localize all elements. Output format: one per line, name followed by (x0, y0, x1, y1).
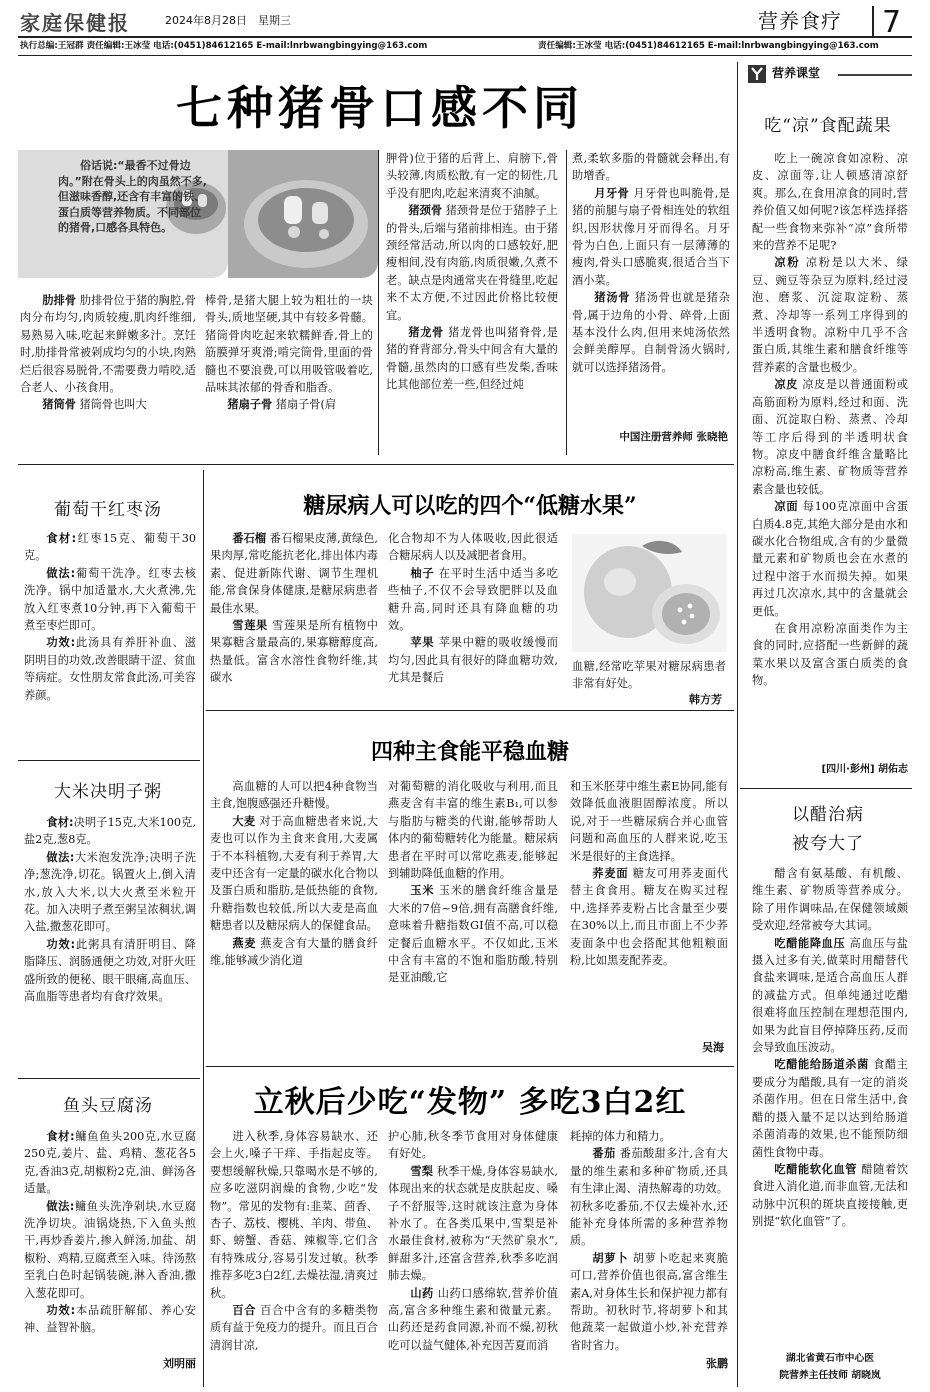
nutrition-class-tag: 营养课堂 (748, 64, 912, 84)
fish-ingredients: 食材:鳙鱼鱼头200克,水豆腐250克,姜片、盐、鸡精、葱花各5克,香油3克,胡椒粉2克,油、鲜汤各适量。 (24, 1130, 196, 1196)
corn-para: 玉米 玉米的膳食纤维含量是大米的7倍~9倍,拥有高膳食纤维,意味着升糖指数GI值不高,可以稳定餐后血糖水平。不仅如此,玉米中含有丰富的不饱和脂肪酸,特别是亚油酸,它 (388, 884, 558, 985)
autumn-column-1: 进入秋季,身体容易缺水、还会上火,嗓子干痒、手指起皮等。要想缓解秋燥,只靠喝水是不够的,应多吃滋阴润燥的食物,少吃“发物”。常见的发物有:韭菜、茴香、杏子、荔枝、樱桃、羊肉、带鱼、虾、螃蟹、香菇、辣椒等,它们含有特殊成分,容易引发过敏。秋季推荐多吃3白2红,去燥祛湿,清爽过秋。 百合 百合中含有的多糖类物质有益于免疫力的提升。而且百合清润甘凉, (210, 1128, 378, 1354)
pork-author: 中国注册营养师 张晓艳 (619, 431, 728, 443)
grape-ingredients: 食材:红枣15克、葡萄干30克。 (24, 532, 196, 563)
porridge-method: 做法:大米泡发洗净;决明子洗净;葱洗净,切花。锅置火上,倒入清水,放入大米,以大火煮至米粒开花。加入决明子煮至粥呈浓稠状,调入盐,撒葱花即可。 (24, 850, 196, 934)
issue-weekday: 星期三 (258, 14, 291, 27)
pork-neck-para: 猪颈骨 猪颈骨是位于猪脖子上的骨头,后端与猪前排相连。由于猪颈经常活动,所以肉的口感较好,肥瘦相间,没有肉筋,肉质很嫩,久煮不老。缺点是肉通常夹在骨缝里,吃起来不太方便,不过因此价格比较便宜。 (386, 204, 558, 322)
pork-column-2: 棒骨,是猪大腿上较为粗壮的一块骨头,质地坚硬,其中有较多骨髓。猪筒骨肉吃起来软糯鲜香,骨上的筋膜弹牙爽滑;啃完筒骨,里面的骨髓也不要浪费,可以用吸管吸着吃,品味其浓郁的骨香和脂香。 猪扇子骨 猪扇子骨(肩 (205, 292, 373, 414)
pomelo-para: 柚子 在平时生活中适当多吃些柚子,不仅不会导致肥胖以及血糖升高,同时还具有降血糖的功效。 (388, 566, 558, 633)
pork-column-1 (20, 292, 196, 414)
fruit-column-1 (210, 530, 378, 687)
bone-soup-icon (228, 150, 378, 278)
nutrition-class-author: [四川·彭州] 胡佑志 (821, 764, 908, 775)
fish-effect: 功效:本品疏肝解郁、养心安神、益智补脑。 (24, 1304, 196, 1335)
pork-intro-box (18, 150, 228, 278)
guava-photo (572, 534, 726, 652)
guava-icon (572, 534, 726, 652)
grape-soup-title: 葡萄干红枣汤 (54, 500, 162, 520)
pork-intro-text: 俗话说:“最香不过骨边肉。”附在骨头上的肉虽然不多,但滋味香醇,还含有丰富的铁、蛋白质等营养物质。不同部位的猪骨,口感各具特色。 (58, 159, 207, 234)
yacon-para: 雪莲果 雪莲果是所有植物中果寡糖含量最高的,果寡糖醇度高,热量低。富含水溶性食物纤维,其碳水 (210, 619, 378, 685)
bone-soup-photo (228, 150, 378, 278)
grape-method: 做法:葡萄干洗净。红枣去核洗净。锅中加适量水,大火煮沸,先放入红枣煮10分钟,再下入葡萄干煮至枣烂即可。 (24, 566, 196, 633)
y-logo-icon (748, 65, 766, 83)
autumn-author: 张鹏 (706, 1357, 728, 1370)
autumn-headline: 立秋后少吃“发物” 多吃3白2红 (253, 1085, 687, 1120)
pork-column-3: 胛骨)位于猪的后背上、肩膀下,骨头较薄,肉质松散,有一定的韧性,几乎没有肥肉,吃起来清爽不油腻。 猪颈骨 猪颈骨是位于猪脖子上的骨头,后端与猪前排相连。由于猪颈经常活动,所以肉的口感较好,肥瘦相间,没有肉筋,肉质很嫩,久煮不老。缺点是肉通常夹在骨缝里,吃起来不太方便,不过因此价格比较便宜。 猪龙骨 猪龙骨也叫猪脊骨,是猪的脊背部分,骨头中间含有大量的骨髓,虽然肉的口感有些发柴,香味比其他部位差一些,但经过炖 (386, 150, 558, 394)
fruit-author: 韩方芳 (689, 693, 722, 706)
porridge-ingredients: 食材:决明子15克,大米100克,盐2克,葱8克。 (24, 816, 196, 847)
fruit-column-3: 血糖,经常吃苹果对糖尿病患者非常有好处。 (572, 660, 726, 691)
pork-shank-para: 猪筒骨 猪筒骨也叫大 (42, 398, 147, 412)
vinegar-author-1: 湖北省黄石市中心医 (785, 1353, 875, 1364)
staff-info-left: 执行总编:王冠群 责任编辑:王冰莹 电话:(0451)84612165 E-mail:lnrbwangbingying@163.com (20, 41, 428, 51)
porridge-title: 大米决明子粥 (54, 782, 162, 802)
staple-column-2: 对葡萄糖的消化吸收与利用,而且燕麦含有丰富的维生素B₁,可以参与脂肪与糖类的代谢,能够帮助人体内的葡萄糖转化为能量。糖尿病患者在平时可以常吃燕麦,能够起到辅助降低血糖的作用。 玉米 玉米的膳食纤维含量是大米的7倍~9倍,拥有高膳食纤维,意味着升糖指数GI值不高,可以稳定餐后血糖水平。不仅如此,玉米中含有丰富的不饱和脂肪酸,特别是亚油酸,它 (388, 778, 558, 987)
staple-column-1: 高血糖的人可以把4种食物当主食,饱腹感强还升糖慢。 大麦 对于高血糖患者来说,大麦也可以作为主食来食用,大麦属于不本科植物,大麦有利于养胃,大麦中还含有一定量的碳水化合物以及蛋白质和脂肪,是低热能的食物,升糖指数也较低,所以大麦是高血糖患者以及糖尿病人的保健食品。 燕麦 燕麦含有大量的膳食纤维,能够减少消化道 (210, 778, 378, 969)
carrot-para: 胡萝卜 胡萝卜吃起来爽脆可口,营养价值也很高,富含维生素A,对身体生长和保护视力都有帮助。初秋时节,将胡萝卜和其他蔬菜一起做道小炒,补充营养省时省力。 (570, 1251, 728, 1352)
tomato-para: 番茄 番茄酸甜多汁,含有大量的维生素和多种矿物质,还具有生津止渴、清热解毒的功效。初秋多吃番茄,不仅去燥补水,还能补充身体所需的多种营养物质。 (570, 1147, 728, 1248)
vinegar-gut-para: 吃醋能给肠道杀菌 食醋主要成分为醋酸,具有一定的消炎杀菌作用。但在日常生活中,食醋的摄入量不足以达到给肠道杀菌消毒的效果,也不能预防细菌性食物中毒。 (752, 1058, 908, 1159)
issue-date: 2024年8月28日 (165, 14, 247, 27)
lily-para: 百合 百合中含有的多糖类物质有益于免疫力的提升。而且百合清润甘凉, (210, 1304, 378, 1352)
fish-soup-title: 鱼头豆腐汤 (63, 1096, 153, 1116)
porridge-body (24, 814, 196, 1005)
grape-soup-body (24, 530, 196, 704)
barley-para: 大麦 对于高血糖患者来说,大麦也可以作为主食来食用,大麦属于不本科植物,大麦有利于养胃,大麦中还含有一定量的碳水化合物以及蛋白质和脂肪,是低热能的食物,升糖指数也较低,所以大麦是高血糖患者以及糖尿病人的保健食品。 (210, 814, 378, 933)
fish-soup-body (24, 1128, 196, 1337)
vinegar-body: 醋含有氨基酸、有机酸、维生素、矿物质等营养成分。除了用作调味品,在保健领域颇受欢迎,经常被夸大其词。 吃醋能降血压 高血压与盐摄入过多有关,做菜时用醋替代食盐来调味,是适合高血压人群的减盐方式。但单纯通过吃醋很难将血压控制在理想范围内,如果为此盲目停掉降压药,反而会导致血压波动。 吃醋能给肠道杀菌 食醋主要成分为醋酸,具有一定的消炎杀菌作用。但在日常生活中,食醋的摄入量不足以达到给肠道杀菌消毒的效果,也不能预防细菌性食物中毒。 吃醋能软化血管 醋随着饮食进入消化道,而非血管,无法和动脉中沉积的斑块直接接触,更别提“软化血管”了。 (752, 865, 908, 1231)
fruit-column-2: 化合物却不为人体吸收,因此很适合糖尿病人以及减肥者食用。 柚子 在平时生活中适当多吃些柚子,不仅不会导致肥胖以及血糖升高,同时还具有降血糖的功效。 苹果 苹果中糖的吸收缓慢而均匀,因此具有很好的降血糖功效,尤其是餐后 (388, 530, 558, 687)
autumn-column-3: 耗掉的体力和精力。 番茄 番茄酸甜多汁,含有大量的维生素和多种矿物质,还具有生津止渴、清热解毒的功效。初秋多吃番茄,不仅去燥补水,还能补充身体所需的多种营养物质。 胡萝卜 胡萝卜吃起来爽脆可口,营养价值也很高,富含维生素A,对身体生长和保护视力都有帮助。初秋时节,将胡萝卜和其他蔬菜一起做道小炒,补充营养省时省力。 (570, 1128, 728, 1354)
staff-info-right: 责任编辑:王冰莹 电话:(0451)84612165 E-mail:lnrbwangbingying@163.com (538, 41, 879, 51)
yam-para: 山药 山药口感绵软,营养价值高,富含多种维生素和微量元素。山药还是药食同源,补而不燥,初秋吃可以益气健体,补充因苦夏而消 (388, 1286, 558, 1352)
pork-rib-para: 肋排骨 肋排骨位于猪的胸腔,骨肉分布均匀,肉质较瘦,肌肉纤维细,易熟易入味,吃起来鲜嫩多汁。烹饪时,肋排骨常被剁成均匀的小块,肉熟烂后很容易脱骨,不需要费力啃咬,适合老人、小孩食用。 (20, 294, 196, 395)
nutrition-class-title: 吃“凉”食配蔬果 (764, 116, 892, 136)
liangpi-para: 凉皮 凉皮是以普通面粉或高筋面粉为原料,经过和面、洗面、沉淀取白粉、蒸煮、冷却等工序后得到的半透明状食物。凉皮中膳食纤维含量略比凉粉高,维生素、矿物质等营养素含量也较低。 (752, 378, 908, 496)
vinegar-bp-para: 吃醋能降血压 高血压与盐摄入过多有关,做菜时用醋替代食盐来调味,是适合高血压人群的减盐方式。但单纯通过吃醋很难将血压控制在理想范围内,如果为此盲目停掉降压药,反而会导致血压波动。 (752, 936, 908, 1055)
pork-spine-para: 猪龙骨 猪龙骨也叫猪脊骨,是猪的脊背部分,骨头中间含有大量的骨髓,虽然肉的口感有些发柴,香味比其他部位差一些,但经过炖 (386, 326, 558, 392)
section-name: 营养食疗 (758, 9, 842, 33)
apple-para: 苹果 苹果中糖的吸收缓慢而均匀,因此具有很好的降血糖功效,尤其是餐后 (388, 636, 558, 685)
staple-author: 吴海 (702, 1041, 724, 1054)
porridge-effect: 功效:此粥具有清肝明目、降脂降压、润肠通便之功效,对肝火旺盛所致的便秘、眼干眼痛,高血压、高血脂等患者均有食疗效果。 (24, 937, 196, 1004)
liangfen-para: 凉粉 凉粉是以大米、绿豆、豌豆等杂豆为原料,经过浸泡、磨浆、沉淀取淀粉、蒸煮、冷却等一系列工序得到的半透明食物。凉粉中几乎不含蛋白质,其维生素和膳食纤维等营养素的含量也极少。 (752, 256, 908, 374)
vinegar-title-1: 以醋治病 (792, 805, 864, 825)
buckwheat-para: 荞麦面 糖友可用荞麦面代替主食食用。糖友在购买过程中,选择荞麦粉占比含量至少要在30%以上,而且市面上不少荞麦面条中也会搭配其他粗粮面粉,比如黑麦配荞麦。 (570, 867, 728, 968)
pork-crescent-para: 月牙骨 月牙骨也叫脆骨,是猪的前腿与扇子骨相连处的软组织,因形状像月牙而得名。月牙骨为白色,上面只有一层薄薄的瘦肉,骨头口感脆爽,很适合当下酒小菜。 (572, 186, 730, 287)
liangmian-para: 凉面 每100克凉面中含蛋白质4.8克,其绝大部分是由水和碳水化合物组成,含有的少量微量元素和矿物质也会在水煮的过程中溶于水而损失掉。如果再过几次凉水,其中的含量就会更低。 (752, 500, 908, 618)
vinegar-author-2: 院营养主任技师 胡晓岚 (779, 1370, 881, 1381)
pork-soup-bone-para: 猪汤骨 猪汤骨也就是猪杂骨,属于边角的小骨、碎骨,上面基本没什么肉,但用来炖汤依然会鲜美醇厚。自制骨汤火锅时,就可以选择猪汤骨。 (572, 291, 730, 374)
grape-effect: 功效:此汤具有养肝补血、滋阴明目的功效,改善眼睛干涩、贫血等病症。女性朋友常食此汤,可美容养颜。 (24, 636, 196, 702)
pork-column-4: 煮,柔软多脂的骨髓就会释出,有助增香。 月牙骨 月牙骨也叫脆骨,是猪的前腿与扇子骨相连处的软组织,因形状像月牙而得名。月牙骨为白色,上面只有一层薄薄的瘦肉,骨头口感脆爽,很适合当下酒小菜。 猪汤骨 猪汤骨也就是猪杂骨,属于边角的小骨、碎骨,上面基本没什么肉,但用来炖汤依然会鲜美醇厚。自制骨汤火锅时,就可以选择猪汤骨。 (572, 150, 730, 376)
vinegar-vessel-para: 吃醋能软化血管 醋随着饮食进入消化道,而非血管,无法和动脉中沉积的斑块直接接触,更别提“软化血管”了。 (752, 1162, 908, 1229)
guava-para: 番石榴 番石榴果皮薄,黄绿色,果肉厚,常吃能抗老化,排出体内毒素、促进新陈代谢、调节生理机能,常食保身体健康,是糖尿病患者最佳水果。 (210, 532, 378, 615)
nutrition-class-body: 吃上一碗凉食如凉粉、凉皮、凉面等,让人顿感清凉舒爽。那么,在食用凉食的同时,营养价值又如何呢?该怎样选择搭配一些食物来弥补“凉”食所带来的营养不足呢? 凉粉 凉粉是以大米、绿豆、豌豆等杂豆为原料,经过浸泡、磨浆、沉淀取淀粉、蒸煮、冷却等一系列工序得到的半透明食物。凉粉中几乎不含蛋白质,其维生素和膳食纤维等营养素的含量也极少。 凉皮 凉皮是以普通面粉或高筋面粉为原料,经过和面、洗面、沉淀取白粉、蒸煮、冷却等工序后得到的半透明状食物。凉皮中膳食纤维含量略比凉粉高,维生素、矿物质等营养素含量也较低。 凉面 每100克凉面中含蛋白质4.8克,其绝大部分是由水和碳水化合物组成,含有的少量微量元素和矿物质也会在水煮的过程中溶于水而损失掉。如果再过几次凉水,其中的含量就会更低。 在食用凉粉凉面类作为主食的同时,应搭配一些新鲜的蔬菜水果以及富含蛋白质类的食物。 (752, 152, 908, 688)
pork-headline: 七种猪骨口感不同 (176, 81, 584, 135)
staple-headline: 四种主食能平稳血糖 (370, 739, 569, 765)
pork-shoulder-para: 猪扇子骨 猪扇子骨(肩 (227, 398, 337, 412)
fruit-headline: 糖尿病人可以吃的四个“低糖水果” (303, 493, 637, 519)
oat-para: 燕麦 燕麦含有大量的膳食纤维,能够减少消化道 (210, 936, 378, 968)
staple-column-3: 和玉米胚芽中维生素E协同,能有效降低血液胆固醇浓度。所以说,对于一些糖尿病合并心血管问题和高血压的人群来说,吃玉米是很好的主食选择。 荞麦面 糖友可用荞麦面代替主食食用。糖友在购买过程中,选择荞麦粉占比含量至少要在30%以上,而且市面上不少荞麦面条中也会搭配其他粗粮面粉,比如黑麦配荞麦。 (570, 778, 728, 969)
fish-method: 做法:鳙鱼头洗净剁块,水豆腐洗净切块。油锅烧热,下入鱼头煎干,再炒香姜片,掺入鲜汤,加盐、胡椒粉、鸡精,豆腐煮至入味。待汤熬至乳白色时起锅装碗,淋入香油,撒入葱花即可。 (24, 1199, 196, 1300)
fish-soup-author: 刘明丽 (163, 1357, 196, 1370)
page-number: 7 (882, 5, 902, 40)
pear-para: 雪梨 秋季干燥,身体容易缺水,体现出来的状态就是皮肤起皮、嗓子不舒服等,这时就该注意为身体补水了。在各类瓜果中,雪梨是补水最佳食材,被称为“天然矿泉水”,鲜甜多汁,还富含营养,秋季多吃润肺去燥。 (388, 1164, 558, 1283)
autumn-column-2: 护心肺,秋冬季节食用对身体健康有好处。 雪梨 秋季干燥,身体容易缺水,体现出来的状态就是皮肤起皮、嗓子不舒服等,这时就该注意为身体补水了。在各类瓜果中,雪梨是补水最佳食材,被称为“天然矿泉水”,鲜甜多汁,还富含营养,秋季多吃润肺去燥。 山药 山药口感绵软,营养价值高,富含多种维生素和微量元素。山药还是药食同源,补而不燥,初秋吃可以益气健体,补充因苦夏而消 (388, 1128, 558, 1354)
newspaper-title: 家庭保健报 (20, 11, 130, 35)
vinegar-title-2: 被夸大了 (792, 834, 864, 854)
